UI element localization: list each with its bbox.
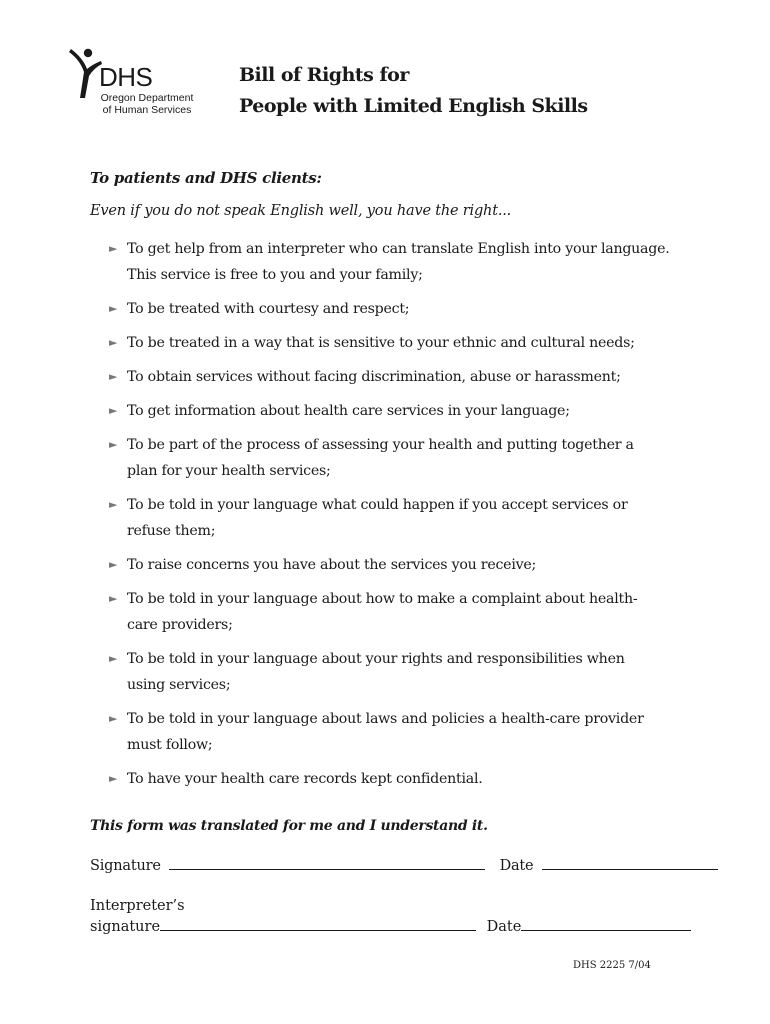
intro-heading: To patients and DHS clients: [90,169,322,187]
right-item [108,706,708,758]
intro-section [90,166,710,222]
interpreter-date-line[interactable] [521,916,691,931]
interpreter-signature-row [90,916,691,938]
bullet-arrow-icon: ► [109,336,118,349]
interpreter-label-line2: signature [90,919,161,935]
title-line2: People with Limited English Skills [239,95,588,117]
right-item-text: This service is free to you and your family; [127,267,423,283]
interpreter-signature-line[interactable] [160,916,476,931]
right-item [108,586,708,638]
right-item-text: To be treated in a way that is sensitive to your ethnic and cultural needs; [127,335,635,351]
logo-subtitle-line2: of Human Services [102,104,192,116]
bullet-arrow-icon: ► [109,404,118,417]
page-title [239,60,588,122]
title-line1: Bill of Rights for [239,64,409,86]
confirmation-statement: This form was translated for me and I understand it. [90,818,488,834]
bullet-arrow-icon: ► [109,592,118,605]
date-line[interactable] [542,855,718,870]
right-item [108,646,708,698]
right-item-text: To be part of the process of assessing your health and putting together a [127,437,634,453]
right-item [108,766,708,792]
signature-row [90,855,718,877]
right-item [108,552,708,578]
dhs-logo [66,46,206,126]
date-label: Date [499,858,534,874]
bullet-arrow-icon: ► [109,302,118,315]
right-item-text: care providers; [127,617,233,633]
logo-subtitle [82,92,212,116]
right-item [108,364,708,390]
right-item-text: refuse them; [127,523,216,539]
right-item-text: plan for your health services; [127,463,331,479]
bullet-arrow-icon: ► [109,498,118,511]
logo-text: DHS [99,62,153,92]
interpreter-date-label: Date [486,919,522,935]
right-item [108,398,708,424]
bullet-arrow-icon: ► [109,370,118,383]
bullet-arrow-icon: ► [109,772,118,785]
right-item-text: To be treated with courtesy and respect; [127,301,410,317]
right-item [108,296,708,322]
right-item-text: To obtain services without facing discrimination, abuse or harassment; [127,369,621,385]
logo-subtitle-line1: Oregon Department [100,92,194,104]
bullet-arrow-icon: ► [109,438,118,451]
right-item [108,330,708,356]
right-item-text: using services; [127,677,231,693]
right-item-text: To raise concerns you have about the services you receive; [127,557,537,573]
right-item-text: To be told in your language about how to make a complaint about health- [127,591,638,607]
right-item-text: To be told in your language about your rights and responsibilities when [127,651,625,667]
right-item-text: To get help from an interpreter who can translate English into your language. [127,241,670,257]
right-item [108,236,708,288]
signature-line[interactable] [169,855,485,870]
intro-lead: Even if you do not speak English well, you have the right... [90,203,512,219]
bullet-arrow-icon: ► [109,242,118,255]
bullet-arrow-icon: ► [109,712,118,725]
right-item-text: To be told in your language about laws and policies a health-care provider [127,711,644,727]
bullet-arrow-icon: ► [109,558,118,571]
right-item [108,432,708,484]
bullet-arrow-icon: ► [109,652,118,665]
signature-label: Signature [90,858,161,874]
rights-list [108,236,708,800]
right-item [108,492,708,544]
interpreter-label-line1: Interpreter’s [90,898,185,914]
right-item-text: To be told in your language what could happen if you accept services or [127,497,628,513]
right-item-text: To get information about health care services in your language; [127,403,570,419]
right-item-text: To have your health care records kept confidential. [127,771,483,787]
right-item-text: must follow; [127,737,213,753]
form-id: DHS 2225 7/04 [573,960,651,971]
